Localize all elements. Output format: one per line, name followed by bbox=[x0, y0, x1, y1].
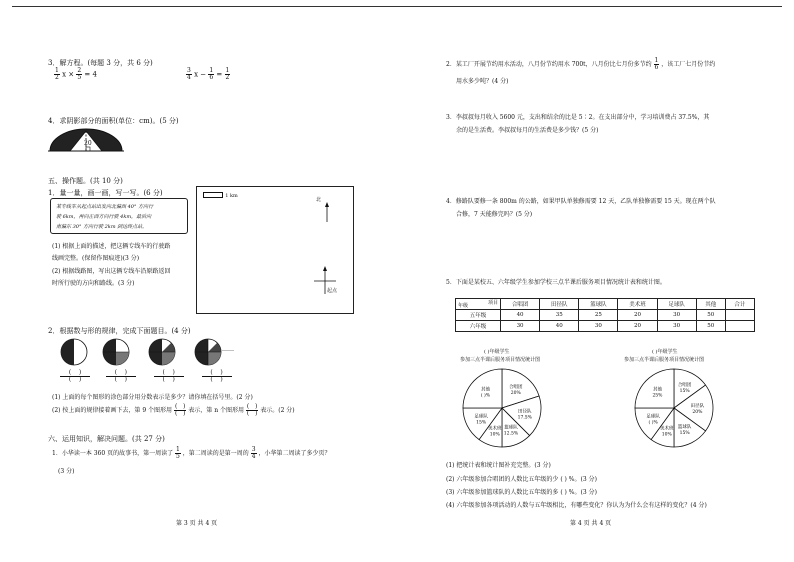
table-cell-total[interactable] bbox=[725, 321, 754, 332]
pie-chart-2 bbox=[632, 366, 716, 450]
r-problem-4-line-1: 4．修路队要修一条 800m 的公路，如果甲队单独修需要 12 天，乙队单独修需要 15 天。现在两个队 bbox=[446, 198, 716, 205]
pie-slice-label: 其他 bbox=[480, 387, 490, 393]
pie-slice-percent: ( )% bbox=[480, 393, 491, 399]
pie-1-title-line-1: ( )年级学生 bbox=[484, 349, 510, 355]
table-row bbox=[456, 310, 755, 321]
r-problem-3-line-1: 3．李叔叔每月收入 5600 元，支出和结余的比是 5∶2。在支出部分中，学习培训费占 37.5%，其 bbox=[446, 114, 710, 121]
pie-slice-label: 美术班 bbox=[488, 426, 502, 432]
section-6-title: 六、运用知识，解决问题。(共 27 分) bbox=[48, 435, 165, 443]
pie-slice-label: 田径队 bbox=[690, 404, 705, 409]
op1-q2-line-1: (2) 根据线路图，写出这辆专线车沿原路返回 bbox=[52, 268, 171, 275]
pie-2-title-line-1: ( )年级学生 bbox=[652, 349, 678, 355]
table-row-label: 六年级 bbox=[456, 321, 501, 332]
op2-q1: (1) 上面的每个图形的涂色部分用分数表示是多少？请你填在括号里。(2 分) bbox=[52, 394, 253, 401]
pie-slice-label: 合唱团 bbox=[509, 385, 523, 391]
op1-desc-line-1: 某专线车从起点站出发向北偏西 40° 方向行 bbox=[56, 204, 154, 210]
op1-q1-line-1: (1) 根据上面的描述，把这辆专线车的行驶路 bbox=[52, 243, 171, 250]
r-problem-4-line-2: 合修，7 天能修完吗？(5 分) bbox=[456, 211, 533, 218]
op2-q2: (2) 按上面的规律接着画下去，第 9 个图形用 $\frac{( )}{( )}$ 表示，第 n 个图形用 $\frac{( )}{( )}$ 表示。(2 分) bbox=[52, 403, 295, 417]
scale-bar: 1 km bbox=[203, 191, 238, 199]
sub-question-3: (3) 六年级参加篮球队的人数比五年级的多 ( ) %。(3 分) bbox=[446, 489, 597, 496]
table-header: 篮球队 bbox=[579, 299, 618, 310]
op1-q2-line-2: 时所行驶的方向和路线。(3 分) bbox=[52, 280, 135, 287]
op2-answer-blanks[interactable]: $\frac{( )}{( )}$ $\frac{( )}{( )}$ $\frac{( )}{( )}$ $\frac{( )}{( )}$ bbox=[60, 370, 232, 383]
pie-1-title-line-2: 参加三点半课后服务项目情况统计图 bbox=[460, 357, 541, 363]
table-cell: 20 bbox=[618, 310, 657, 321]
pie-slice-percent: 12.5% bbox=[503, 431, 519, 437]
problem-1-score: (3 分) bbox=[58, 468, 75, 475]
pie-slice-percent: 20% bbox=[692, 410, 703, 415]
pie-slice-percent: ( )% bbox=[648, 420, 658, 426]
table-header: 美术班 bbox=[618, 299, 657, 310]
sub-question-1: (1) 把统计表和统计图补充完整。(3 分) bbox=[446, 462, 551, 469]
header-rule bbox=[12, 6, 782, 7]
table-cell: 25 bbox=[579, 310, 618, 321]
table-cell-total[interactable] bbox=[725, 310, 754, 321]
table-cell: 50 bbox=[696, 321, 725, 332]
table-cell: 30 bbox=[579, 321, 618, 332]
pie-slice-label: 合唱团 bbox=[677, 383, 692, 389]
table-header: 合计 bbox=[725, 299, 754, 310]
table-cell: 40 bbox=[501, 310, 540, 321]
pie-slice-percent: 10% bbox=[661, 432, 672, 438]
pie-2-title-line-2: 参加三点半课后服务项目情况统计图 bbox=[624, 357, 705, 363]
op1-desc-line-3: 南偏东 30° 方向行驶 2km 到达终点站。 bbox=[56, 224, 148, 230]
op1-desc-line-2: 驶 6km，再向正西方向行驶 4km，最后向 bbox=[56, 214, 152, 220]
pie-slice-label: 足球队 bbox=[474, 414, 488, 420]
table-header: 其他 bbox=[696, 299, 725, 310]
pie-slice-percent: 17.5% bbox=[517, 415, 532, 421]
table-cell: 20 bbox=[618, 321, 657, 332]
q3-title: 3．解方程。(每题 3 分，共 6 分) bbox=[48, 59, 153, 67]
pie-slice-percent: 15% bbox=[679, 430, 690, 436]
dimension-label: 20 bbox=[84, 140, 92, 147]
r-problem-2-line-2: 用水多少吨？(4 分) bbox=[456, 78, 509, 85]
page-4-footer: 第 4 页 共 4 页 bbox=[570, 520, 612, 527]
op1-title: 1．量一量，画一画，写一写。(6 分) bbox=[48, 189, 163, 197]
table-header: 足球队 bbox=[657, 299, 696, 310]
q4-title: 4．求阴影部分的面积(单位：cm)。(5 分) bbox=[48, 117, 179, 125]
sub-question-2: (2) 六年级参加合唱团的人数比五年级的少 ( ) %。(3 分) bbox=[446, 476, 597, 483]
table-header: 田径队 bbox=[540, 299, 579, 310]
r-problem-5: 5．下面是某校五、六年级学生参加学校三点半课后服务项目情况统计表和统计图。 bbox=[446, 279, 666, 286]
pie-chart-1 bbox=[460, 366, 544, 450]
pie-slice-label: 美术班 bbox=[660, 426, 674, 432]
page-3-footer: 第 3 页 共 4 页 bbox=[176, 520, 218, 527]
q3-equation-2: $\frac{3}{4}$ x − $\frac{1}{6}$ = $\frac{1}{2}$ bbox=[187, 67, 230, 81]
stats-table bbox=[455, 298, 755, 332]
pie-slice-percent: 15% bbox=[679, 389, 690, 395]
table-cell: 50 bbox=[696, 310, 725, 321]
fraction-pattern-circles bbox=[60, 336, 240, 368]
pie-slice-label: 篮球队 bbox=[677, 424, 692, 430]
pie-slice-label: 其他 bbox=[652, 387, 662, 393]
table-cell: 30 bbox=[657, 310, 696, 321]
table-cell: 30 bbox=[501, 321, 540, 332]
pie-slice-percent: 20% bbox=[510, 391, 521, 397]
north-arrow-icon bbox=[322, 200, 332, 224]
table-cell: 30 bbox=[657, 321, 696, 332]
pattern-dots: …… bbox=[222, 346, 234, 353]
r-problem-2: 2．某工厂开展节约用水活动，八月份节约用水 700t，八月份比七月份多节约 $\frac{1}{6}$ ，该工厂七月份节约 bbox=[446, 57, 716, 71]
table-cell: 40 bbox=[540, 321, 579, 332]
table-cell: 35 bbox=[540, 310, 579, 321]
q3-equation-1: $\frac{1}{2}$ x × $\frac{2}{5}$ = 4 bbox=[55, 67, 97, 81]
table-header: 合唱团 bbox=[501, 299, 540, 310]
op2-title: 2．根据数与形的规律，完成下面题目。(4 分) bbox=[48, 327, 191, 335]
pie-slice-percent: 25% bbox=[652, 393, 663, 399]
pie-slice-percent: 15% bbox=[476, 420, 487, 426]
r-problem-3-line-2: 余的是生活费。李叔叔每月的生活费是多少钱？(5 分) bbox=[456, 127, 599, 134]
pie-slice-percent: 10% bbox=[489, 432, 500, 438]
problem-1: 1．小华读一本 360 页的故事书，第一周读了 $\frac{1}{5}$ ，第二周读的是第一周的 $\frac{3}{4}$ ，小华第二周读了多少页？ bbox=[52, 446, 331, 460]
table-row-label: 五年级 bbox=[456, 310, 501, 321]
start-station-label: 起点 bbox=[327, 288, 338, 294]
table-row bbox=[456, 321, 755, 332]
op1-q1-line-2: 线画完整。(保留作图痕迹)(3 分) bbox=[52, 255, 140, 262]
table-corner: 项目 年级 bbox=[456, 299, 501, 310]
north-label: 北 bbox=[316, 197, 322, 203]
pie-slice-label: 田径队 bbox=[518, 409, 532, 415]
pie-slice-label: 篮球队 bbox=[504, 425, 518, 431]
section-5-title: 五、操作题。(共 10 分) bbox=[48, 177, 123, 185]
sub-question-4: (4) 六年级参加各项活动的人数与五年级相比，有哪些变化？你认为为什么会有这样的变化？(4 分) bbox=[446, 502, 707, 509]
pie-slice-label: 足球队 bbox=[646, 414, 660, 420]
